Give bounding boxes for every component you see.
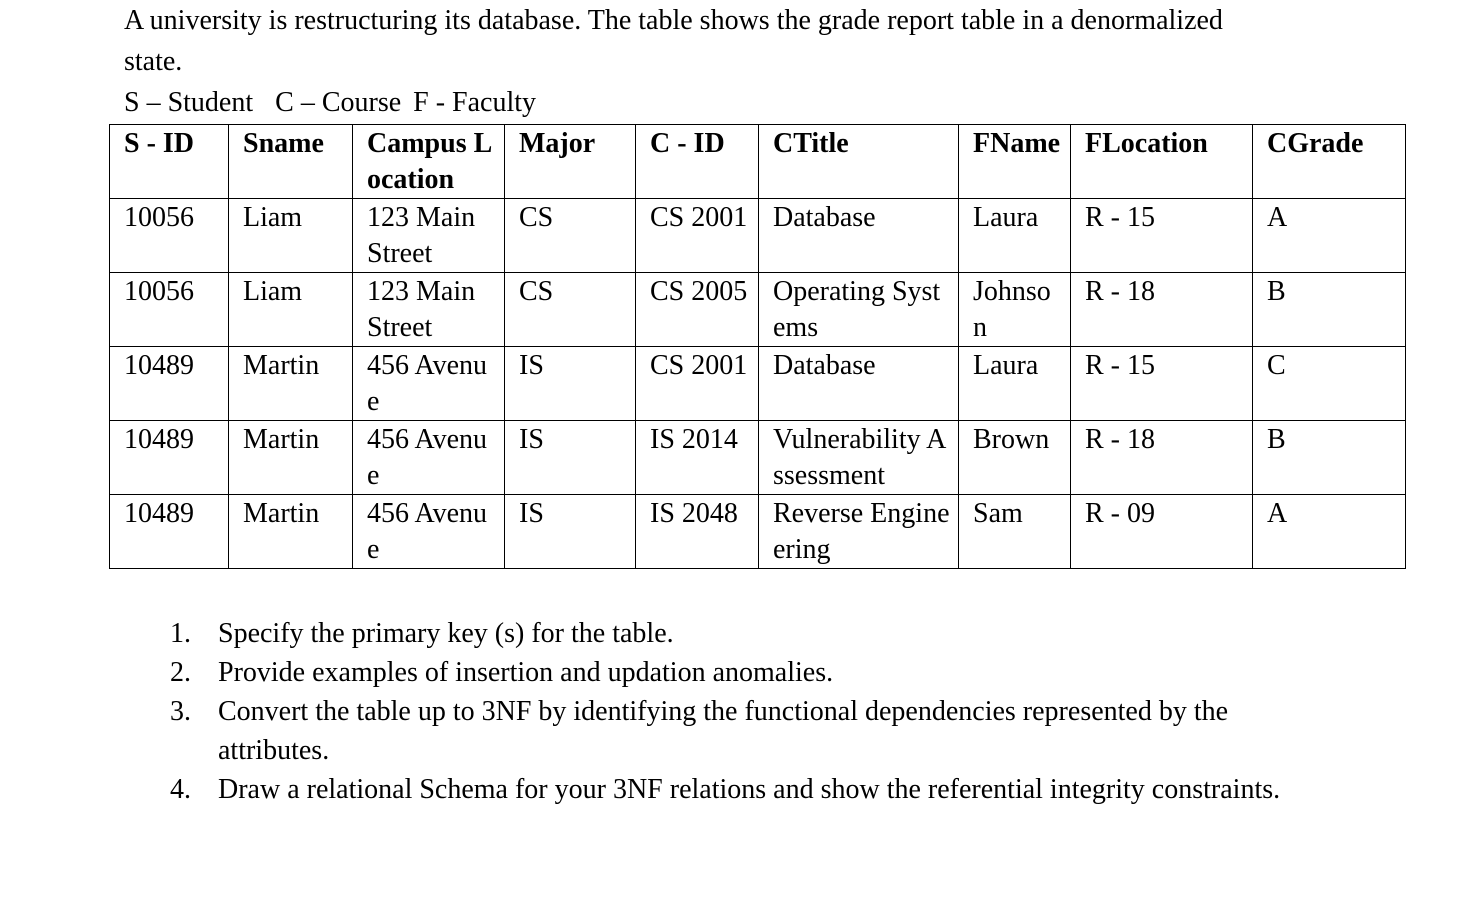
cell-sid: 10056	[110, 273, 229, 347]
legend-course: C – Course	[275, 87, 402, 118]
question-item	[166, 770, 1326, 809]
cell-ctitle: Operating Systems	[759, 273, 959, 347]
header-major: Major	[505, 125, 636, 199]
table-row	[110, 347, 1406, 421]
cell-fname: Johnson	[959, 273, 1071, 347]
header-cgrade: CGrade	[1253, 125, 1406, 199]
cell-ctitle: Database	[759, 199, 959, 273]
cell-flocation: R - 15	[1071, 199, 1253, 273]
question-item	[166, 653, 1326, 692]
question-number: 3.	[170, 696, 191, 727]
cell-ctitle: Vulnerability Assessment	[759, 421, 959, 495]
cell-sname: Martin	[229, 347, 353, 421]
cell-major: IS	[505, 347, 636, 421]
question-item	[166, 614, 1326, 653]
cell-ctitle: Database	[759, 347, 959, 421]
header-flocation: FLocation	[1071, 125, 1253, 199]
header-cid: C - ID	[636, 125, 759, 199]
question-text: Convert the table up to 3NF by identifying the functional dependencies represented by the attributes.	[218, 696, 1229, 766]
header-ctitle: CTitle	[759, 125, 959, 199]
cell-fname: Brown	[959, 421, 1071, 495]
cell-major: CS	[505, 273, 636, 347]
cell-cgrade: C	[1253, 347, 1406, 421]
cell-flocation: R - 18	[1071, 273, 1253, 347]
cell-major: IS	[505, 495, 636, 569]
cell-fname: Sam	[959, 495, 1071, 569]
cell-cid: CS 2001	[636, 199, 759, 273]
cell-flocation: R - 18	[1071, 421, 1253, 495]
question-text: Draw a relational Schema for your 3NF relations and show the referential integrity constraints.	[218, 774, 1281, 805]
table-row	[110, 421, 1406, 495]
cell-campus-location: 456 Avenue	[353, 347, 505, 421]
grade-report-table	[109, 124, 1406, 569]
cell-cgrade: A	[1253, 495, 1406, 569]
cell-sid: 10489	[110, 495, 229, 569]
table-row	[110, 199, 1406, 273]
cell-major: IS	[505, 421, 636, 495]
cell-major: CS	[505, 199, 636, 273]
cell-cgrade: B	[1253, 421, 1406, 495]
cell-campus-location: 123 Main Street	[353, 199, 505, 273]
cell-sname: Liam	[229, 273, 353, 347]
cell-cid: CS 2005	[636, 273, 759, 347]
header-sid: S - ID	[110, 125, 229, 199]
question-number: 2.	[170, 657, 191, 688]
cell-flocation: R - 15	[1071, 347, 1253, 421]
table-row	[110, 495, 1406, 569]
cell-sname: Martin	[229, 421, 353, 495]
cell-cid: IS 2048	[636, 495, 759, 569]
cell-fname: Laura	[959, 199, 1071, 273]
cell-campus-location: 123 Main Street	[353, 273, 505, 347]
cell-sid: 10489	[110, 421, 229, 495]
cell-cid: CS 2001	[636, 347, 759, 421]
question-text: Provide examples of insertion and updation anomalies.	[218, 657, 834, 688]
cell-ctitle: Reverse Engineering	[759, 495, 959, 569]
cell-campus-location: 456 Avenue	[353, 421, 505, 495]
cell-fname: Laura	[959, 347, 1071, 421]
problem-statement: A university is restructuring its database. The table shows the grade report table in a denormalized state.	[124, 5, 1223, 77]
cell-sid: 10489	[110, 347, 229, 421]
question-item	[166, 692, 1326, 770]
question-list	[166, 614, 1326, 809]
header-fname: FName	[959, 125, 1071, 199]
cell-sname: Martin	[229, 495, 353, 569]
cell-sname: Liam	[229, 199, 353, 273]
header-sname: Sname	[229, 125, 353, 199]
question-number: 4.	[170, 774, 191, 805]
question-text: Specify the primary key (s) for the table.	[218, 618, 674, 649]
header-campus-location: Campus Location	[353, 125, 505, 199]
cell-flocation: R - 09	[1071, 495, 1253, 569]
cell-sid: 10056	[110, 199, 229, 273]
table-header-row	[110, 125, 1406, 199]
intro-section	[124, 0, 1244, 123]
cell-cid: IS 2014	[636, 421, 759, 495]
cell-cgrade: A	[1253, 199, 1406, 273]
question-number: 1.	[170, 618, 191, 649]
legend-student: S – Student	[124, 87, 254, 118]
cell-cgrade: B	[1253, 273, 1406, 347]
legend-faculty: F - Faculty	[413, 87, 537, 118]
cell-campus-location: 456 Avenue	[353, 495, 505, 569]
abbreviation-legend	[124, 82, 1244, 123]
table-row	[110, 273, 1406, 347]
